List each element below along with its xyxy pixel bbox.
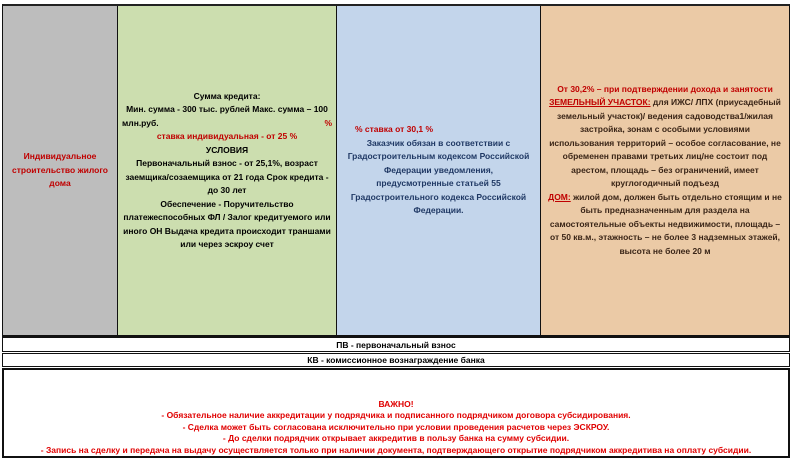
important-notice-block <box>2 368 790 458</box>
credit-sum-title: Сумма кредита: <box>193 90 261 101</box>
notice-item: - Обязательное наличие аккредитации у подрядчика и подписанного подрядчиком договора субсидирования. <box>161 410 631 421</box>
house-label: ДОМ: <box>548 191 571 202</box>
credit-conditions-text: Первоначальный взнос - от 25,1%, возраст заемщика/созаемщика от 21 года Срок кредита - до 30 лет <box>125 158 329 195</box>
cell-rate-requirements <box>336 6 540 335</box>
legend-row-pv <box>2 337 790 352</box>
table-grid <box>2 4 790 458</box>
income-confirmation-line: От 30,2% – при подтверждении дохода и занятости <box>557 83 773 94</box>
notice-title: ВАЖНО! <box>378 399 414 409</box>
land-plot-paragraph <box>547 96 783 191</box>
credit-sum-line: Мин. сумма - 300 тыс. рублей Макс. сумма – 100 <box>126 104 328 114</box>
credit-individual-rate: ставка индивидуальная - от 25 % <box>156 131 298 141</box>
credit-sum-wrap-left: млн.руб. <box>122 117 159 128</box>
legend-kv-text: КВ - комиссионное вознаграждение банка <box>307 355 485 365</box>
legend-pv-text: ПВ - первоначальный взнос <box>336 339 456 350</box>
rate-body-text: Заказчик обязан в соответствии с Градостроительным кодексом Российской Федерации уведомления, предусмотренные статьей 55 Градостроительного кодекса Российской Федерации. <box>347 137 530 216</box>
rate-line: % ставка от 30,1 % <box>355 124 434 135</box>
cell-object-requirements <box>540 6 789 335</box>
notice-item: - Сделка может быть согласована исключительно при условии проведения расчетов через ЭСКРОУ. <box>182 421 610 432</box>
cell-program-name <box>3 6 117 335</box>
program-name-label: Индивидуальное строительство жилого дома <box>12 151 108 189</box>
notice-item: - До сделки подрядчик открывает аккредитив в пользу банка на сумму субсидии. <box>222 433 570 444</box>
program-row <box>2 4 790 337</box>
credit-sum-wrap-line <box>122 117 332 131</box>
credit-conditions-title: УСЛОВИЯ <box>205 144 249 155</box>
credit-security-text: Обеспечение - Поручительство платежеспособных ФЛ / Залог кредитуемого или иного ОН Выдача кредита происходит траншами или через эскроу счет <box>123 198 331 249</box>
house-text: жилой дом, должен быть отдельно стоящим и не быть предназначенным для раздела на самостоятельные объекты недвижимости, площадь – от 50 кв.м., этажность – не более 3 надземных этажей, высота не более 20 м <box>549 191 782 256</box>
house-paragraph <box>547 191 783 259</box>
land-plot-label: ЗЕМЕЛЬНЫЙ УЧАСТОК: <box>549 97 651 108</box>
legend-row-kv <box>2 353 790 367</box>
notice-item: - Запись на сделку и передача на выдачу осуществляется только при наличии документа, подтверждающего открытие подрядчиком аккредитива на оплату субсидии. <box>40 444 752 455</box>
credit-rate-percent-sign: % <box>324 117 332 128</box>
cell-credit-terms <box>117 6 336 335</box>
land-plot-text: для ИЖС/ ЛПХ (приусадебный земельный участок)/ ведения садоводства1/жилая застройка, зонам с особыми условиями использования территорий – особое согласование, не обременен правами третьих лиц/не состоит под арестом, площадь – без ограничений, имеет круглогодичный подъезд <box>549 97 781 189</box>
